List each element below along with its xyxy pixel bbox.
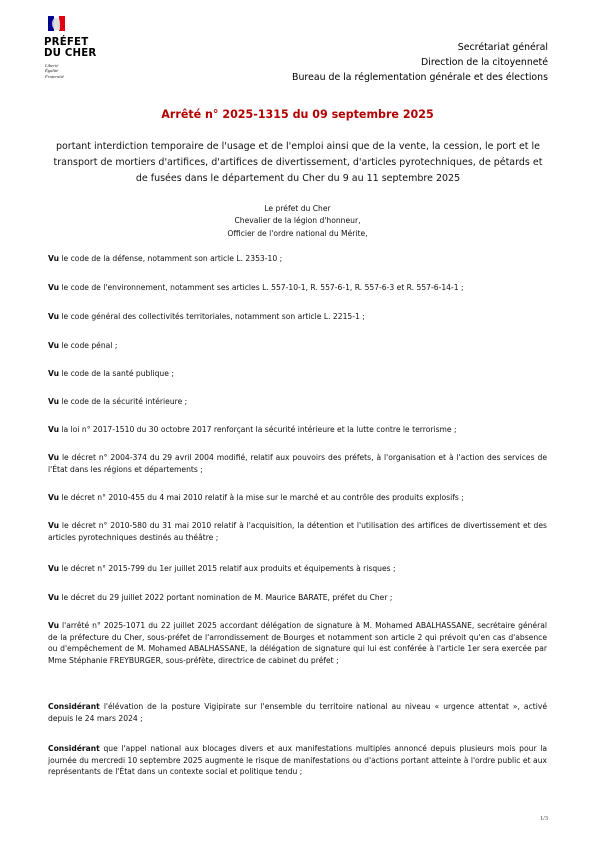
paragraph-text: le décret du 29 juillet 2022 portant nomination de M. Maurice BARATE, préfet du Cher ; bbox=[59, 593, 393, 602]
decree-title: Arrêté n° 2025-1315 du 09 septembre 2025 bbox=[161, 108, 434, 121]
marianne-flag-icon bbox=[48, 16, 65, 31]
visa-paragraph bbox=[48, 340, 547, 352]
paragraph-keyword: Vu bbox=[48, 341, 60, 350]
paragraph-keyword: Vu bbox=[48, 397, 60, 406]
paragraph-text: le code de la défense, notamment son article L. 2353-10 ; bbox=[59, 254, 283, 263]
paragraph-text: le code de l'environnement, notamment ses articles L. 557-10-1, R. 557-6-1, R. 557-6-3 et R. 557-6-14-1 ; bbox=[59, 283, 464, 292]
visa-paragraph bbox=[48, 368, 547, 380]
paragraph-keyword: Vu bbox=[48, 493, 60, 502]
paragraph-keyword: Vu bbox=[48, 593, 60, 602]
paragraph-text: le code de la santé publique ; bbox=[59, 369, 174, 378]
visa-paragraph bbox=[48, 424, 547, 436]
logo-line-1: PRÉFET bbox=[44, 37, 89, 48]
paragraph-keyword: Vu bbox=[48, 425, 60, 434]
paragraph-text: le décret n° 2015-799 du 1er juillet 2015 relatif aux produits et équipements à risques ; bbox=[59, 564, 396, 573]
paragraph-keyword: Vu bbox=[48, 564, 60, 573]
decree-subject: portant interdiction temporaire de l'usage et de l'emploi ainsi que de la vente, la cession, le port et le transport de mortiers d'artifices, d'artifices de divertissement, d'articles pyrotechniques, de pétards et de fusées dans le département du Cher du 9 au 11 septembre 2025 bbox=[53, 141, 543, 184]
paragraph-keyword: Vu bbox=[48, 369, 60, 378]
paragraph-text: l'arrêté n° 2025-1071 du 22 juillet 2025 accordant délégation de signature à M. Mohamed ABALHASSANE, secrétaire général de la préfecture du Cher, sous-préfet de l'arrondissement de Bourges et notamment son article 2 qui prévoit qu'en cas d'absence ou d'empêchement de M. Mohamed ABALHASSANE, la délégation de signature qui lui est conférée à l'article 1er sera exercée par Mme Stéphanie FREYBURGER, sous-préfète, directrice de cabinet du préfet ; bbox=[48, 621, 547, 666]
page-number: 1/3 bbox=[540, 815, 548, 822]
prefet-line-1: Le préfet du Cher bbox=[264, 204, 331, 213]
paragraph-keyword: Vu bbox=[48, 521, 60, 530]
paragraph-keyword: Vu bbox=[48, 453, 60, 462]
header-line-1: Secrétariat général bbox=[457, 42, 548, 53]
prefet-line-3: Officier de l'ordre national du Mérite, bbox=[227, 228, 368, 238]
logo-text bbox=[44, 37, 124, 59]
paragraph-text: le code général des collectivités territoriales, notamment son article L. 2215-1 ; bbox=[59, 312, 365, 321]
header-line-3: Bureau de la réglementation générale et des élections bbox=[292, 72, 548, 83]
prefet-titles bbox=[0, 203, 595, 240]
issuing-service-header bbox=[292, 40, 548, 85]
motto-egalite: Égalité bbox=[45, 68, 59, 74]
paragraph-keyword: Vu bbox=[48, 254, 60, 263]
visa-paragraph bbox=[48, 620, 547, 667]
paragraph-keyword: Vu bbox=[48, 283, 60, 292]
paragraph-text: l'élévation de la posture Vigipirate sur l'ensemble du territoire national au niveau « urgence attentat », activé depuis le 24 mars 2024 ; bbox=[48, 702, 547, 723]
paragraph-text: le décret n° 2010-455 du 4 mai 2010 relatif à la mise sur le marché et au contrôle des produits explosifs ; bbox=[59, 493, 464, 502]
visa-paragraph bbox=[48, 452, 547, 475]
visa-paragraph bbox=[48, 282, 547, 294]
paragraph-text: le code de la sécurité intérieure ; bbox=[59, 397, 188, 406]
motto-fraternite: Fraternité bbox=[45, 73, 64, 79]
considerant-paragraph bbox=[48, 743, 547, 778]
header-line-2: Direction de la citoyenneté bbox=[421, 57, 548, 68]
visa-paragraph bbox=[48, 253, 547, 265]
visa-paragraph bbox=[48, 492, 547, 504]
visa-paragraph bbox=[48, 396, 547, 408]
logo-line-2: DU CHER bbox=[44, 48, 97, 59]
paragraph-text: le décret n° 2004-374 du 29 avril 2004 modifié, relatif aux pouvoirs des préfets, à l'organisation et à l'action des services de l'État dans les régions et départements ; bbox=[48, 453, 547, 474]
paragraph-keyword: Vu bbox=[48, 312, 60, 321]
motto-liberte: Liberté bbox=[45, 63, 59, 68]
visa-paragraph bbox=[48, 520, 547, 543]
visa-paragraph bbox=[48, 592, 547, 604]
logo-motto bbox=[45, 63, 124, 79]
visa-paragraph bbox=[48, 563, 547, 575]
prefet-line-2: Chevalier de la légion d'honneur, bbox=[234, 216, 361, 226]
paragraph-keyword: Considérant bbox=[48, 744, 100, 753]
paragraph-text: la loi n° 2017-1510 du 30 octobre 2017 renforçant la sécurité intérieure et la lutte contre le terrorisme ; bbox=[59, 425, 457, 434]
paragraph-text: le code pénal ; bbox=[59, 341, 118, 350]
paragraph-text: que l'appel national aux blocages divers et aux manifestations multiples annoncé depuis plusieurs mois pour la journée du mercredi 10 septembre 2025 augmente le risque de manifestations ou d'actions portant atteinte à l'ordre public et aux représentants de l'État dans un contexte social et politique tendu ; bbox=[48, 744, 547, 777]
paragraph-text: le décret n° 2010-580 du 31 mai 2010 relatif à l'acquisition, la détention et l'utilisation des artifices de divertissement et des articles pyrotechniques destinés au théâtre ; bbox=[48, 521, 547, 542]
prefecture-logo bbox=[44, 16, 124, 79]
considerant-paragraph bbox=[48, 701, 547, 724]
paragraph-keyword: Considérant bbox=[48, 702, 100, 711]
visa-paragraph bbox=[48, 311, 547, 323]
paragraph-keyword: Vu bbox=[48, 621, 60, 630]
